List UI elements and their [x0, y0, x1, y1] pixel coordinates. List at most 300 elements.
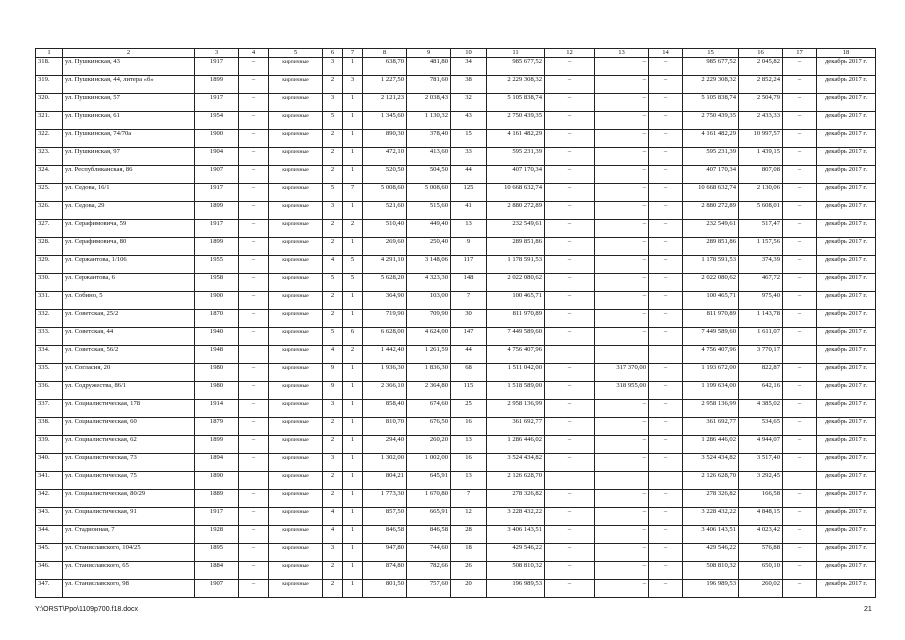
table-row	[36, 346, 876, 364]
cell-entrances: 1	[343, 364, 363, 382]
cell-col-4: –	[239, 148, 269, 166]
cell-col-17: –	[783, 526, 817, 544]
cell-col-12: –	[545, 544, 595, 562]
cell-col-4: –	[239, 364, 269, 382]
table-row	[36, 472, 876, 490]
table-row	[36, 364, 876, 382]
cell-entrances: 1	[343, 58, 363, 76]
table-row	[36, 418, 876, 436]
cell-living-area: 781,60	[407, 76, 451, 94]
cell-total-area: 846,58	[363, 526, 407, 544]
cell-cost-per-sqm: 1 143,78	[739, 310, 783, 328]
cell-fund-cost: 1 286 446,02	[683, 436, 739, 454]
cell-col-17	[783, 472, 817, 490]
cell-total-cost: 10 668 632,74	[487, 184, 545, 202]
cell-col-4: –	[239, 76, 269, 94]
cell-living-area: 2 038,43	[407, 94, 451, 112]
cell-col-14: –	[649, 202, 683, 220]
cell-residents: 16	[451, 418, 487, 436]
housing-repair-table	[35, 48, 876, 598]
cell-col-13: –	[595, 292, 649, 310]
cell-floors: 2	[323, 436, 343, 454]
cell-col-4: –	[239, 490, 269, 508]
cell-completion-date: декабрь 2017 г.	[817, 454, 876, 472]
cell-build-year: 1907	[195, 580, 239, 598]
cell-address: ул. Содружества, 86/1	[63, 382, 195, 400]
cell-col-12: –	[545, 220, 595, 238]
cell-total-area: 5 008,60	[363, 184, 407, 202]
cell-row-number: 319.	[36, 76, 63, 94]
cell-living-area: 449,40	[407, 220, 451, 238]
cell-col-12	[545, 346, 595, 364]
cell-entrances: 1	[343, 310, 363, 328]
cell-row-number: 343.	[36, 508, 63, 526]
cell-completion-date: декабрь 2017 г.	[817, 400, 876, 418]
cell-total-area: 874,80	[363, 562, 407, 580]
cell-total-cost: 1 511 042,00	[487, 364, 545, 382]
cell-col-17: –	[783, 400, 817, 418]
cell-col-4: –	[239, 94, 269, 112]
cell-col-14: –	[649, 562, 683, 580]
cell-residents: 7	[451, 292, 487, 310]
cell-row-number: 345.	[36, 544, 63, 562]
cell-fund-cost: 7 449 589,60	[683, 328, 739, 346]
cell-residents: 34	[451, 58, 487, 76]
cell-col-12: –	[545, 508, 595, 526]
cell-cost-per-sqm: 975,40	[739, 292, 783, 310]
cell-fund-cost: 232 549,61	[683, 220, 739, 238]
cell-completion-date: декабрь 2017 г.	[817, 364, 876, 382]
cell-completion-date: декабрь 2017 г.	[817, 472, 876, 490]
cell-completion-date: декабрь 2017 г.	[817, 328, 876, 346]
cell-completion-date: декабрь 2017 г.	[817, 94, 876, 112]
cell-living-area: 1 670,80	[407, 490, 451, 508]
cell-total-area: 6 628,00	[363, 328, 407, 346]
cell-row-number: 331.	[36, 292, 63, 310]
cell-total-area: 810,70	[363, 418, 407, 436]
cell-fund-cost: 1 193 672,00	[683, 364, 739, 382]
header-cell-5: 5	[269, 49, 323, 58]
cell-col-13: –	[595, 508, 649, 526]
cell-fund-cost: 2 958 136,99	[683, 400, 739, 418]
cell-fund-cost: 429 546,22	[683, 544, 739, 562]
cell-residents: 43	[451, 112, 487, 130]
cell-completion-date: декабрь 2017 г.	[817, 130, 876, 148]
cell-floors: 3	[323, 58, 343, 76]
cell-address: ул. Советская, 56/2	[63, 346, 195, 364]
cell-total-area: 2 121,23	[363, 94, 407, 112]
cell-completion-date: декабрь 2017 г.	[817, 418, 876, 436]
cell-entrances: 1	[343, 148, 363, 166]
cell-col-13: 317 370,00	[595, 364, 649, 382]
cell-build-year: 1890	[195, 472, 239, 490]
cell-total-area: 521,60	[363, 202, 407, 220]
cell-address: ул. Сержантова, 6	[63, 274, 195, 292]
cell-col-14: –	[649, 436, 683, 454]
cell-cost-per-sqm: 807,08	[739, 166, 783, 184]
cell-col-4: –	[239, 184, 269, 202]
cell-wall-material: кирпичные	[269, 544, 323, 562]
cell-fund-cost: 407 170,34	[683, 166, 739, 184]
cell-build-year: 1980	[195, 382, 239, 400]
cell-col-17: –	[783, 58, 817, 76]
table-row	[36, 58, 876, 76]
table-row	[36, 544, 876, 562]
cell-wall-material: кирпичные	[269, 292, 323, 310]
table-row	[36, 292, 876, 310]
cell-col-17: –	[783, 202, 817, 220]
cell-entrances: 1	[343, 418, 363, 436]
cell-col-4: –	[239, 112, 269, 130]
cell-floors: 5	[323, 112, 343, 130]
cell-entrances: 1	[343, 562, 363, 580]
cell-build-year: 1917	[195, 184, 239, 202]
cell-floors: 4	[323, 508, 343, 526]
cell-floors: 2	[323, 292, 343, 310]
cell-living-area: 1 261,59	[407, 346, 451, 364]
cell-col-12: –	[545, 130, 595, 148]
cell-completion-date: декабрь 2017 г.	[817, 274, 876, 292]
cell-col-17: –	[783, 328, 817, 346]
cell-fund-cost: 1 178 591,53	[683, 256, 739, 274]
cell-living-area: 4 624,00	[407, 328, 451, 346]
cell-wall-material: кирпичные	[269, 220, 323, 238]
cell-completion-date: декабрь 2017 г.	[817, 166, 876, 184]
cell-living-area: 846,58	[407, 526, 451, 544]
cell-col-13: –	[595, 256, 649, 274]
table-row	[36, 454, 876, 472]
cell-cost-per-sqm: 3 517,40	[739, 454, 783, 472]
cell-residents: 115	[451, 382, 487, 400]
cell-cost-per-sqm: 822,87	[739, 364, 783, 382]
cell-cost-per-sqm: 517,47	[739, 220, 783, 238]
cell-col-4: –	[239, 526, 269, 544]
cell-col-4: –	[239, 418, 269, 436]
cell-floors: 2	[323, 130, 343, 148]
cell-col-17: –	[783, 562, 817, 580]
cell-address: ул. Пушкинская, 97	[63, 148, 195, 166]
cell-row-number: 340.	[36, 454, 63, 472]
cell-completion-date: декабрь 2017 г.	[817, 490, 876, 508]
cell-col-13: –	[595, 436, 649, 454]
cell-total-cost: 7 449 589,60	[487, 328, 545, 346]
cell-entrances: 1	[343, 472, 363, 490]
cell-total-cost: 3 228 432,22	[487, 508, 545, 526]
cell-wall-material: кирпичные	[269, 580, 323, 598]
cell-col-4: –	[239, 454, 269, 472]
cell-build-year: 1899	[195, 202, 239, 220]
table-row	[36, 400, 876, 418]
cell-fund-cost: 289 851,86	[683, 238, 739, 256]
cell-residents: 13	[451, 436, 487, 454]
cell-col-12	[545, 472, 595, 490]
cell-col-12: –	[545, 184, 595, 202]
cell-residents: 33	[451, 148, 487, 166]
cell-fund-cost: 196 989,53	[683, 580, 739, 598]
cell-row-number: 335.	[36, 364, 63, 382]
cell-entrances: 1	[343, 238, 363, 256]
cell-col-13: –	[595, 544, 649, 562]
cell-row-number: 336.	[36, 382, 63, 400]
table-row	[36, 202, 876, 220]
cell-total-cost: 196 989,53	[487, 580, 545, 598]
cell-completion-date: декабрь 2017 г.	[817, 436, 876, 454]
cell-address: ул. Согласия, 20	[63, 364, 195, 382]
cell-cost-per-sqm: 5 608,01	[739, 202, 783, 220]
cell-row-number: 344.	[36, 526, 63, 544]
cell-total-cost: 1 518 589,00	[487, 382, 545, 400]
cell-completion-date: декабрь 2017 г.	[817, 220, 876, 238]
cell-residents: 44	[451, 346, 487, 364]
cell-total-area: 947,80	[363, 544, 407, 562]
cell-col-17: –	[783, 382, 817, 400]
cell-wall-material: кирпичные	[269, 76, 323, 94]
table-row	[36, 148, 876, 166]
cell-living-area: 1 130,32	[407, 112, 451, 130]
table-row	[36, 130, 876, 148]
cell-wall-material: кирпичные	[269, 472, 323, 490]
cell-col-4: –	[239, 166, 269, 184]
cell-living-area: 1 836,30	[407, 364, 451, 382]
cell-entrances: 1	[343, 526, 363, 544]
cell-col-14: –	[649, 112, 683, 130]
cell-address: ул. Советская, 25/2	[63, 310, 195, 328]
cell-floors: 2	[323, 220, 343, 238]
cell-col-17: –	[783, 148, 817, 166]
cell-total-area: 719,90	[363, 310, 407, 328]
cell-col-14: –	[649, 382, 683, 400]
cell-total-cost: 1 178 591,53	[487, 256, 545, 274]
cell-col-12: –	[545, 76, 595, 94]
header-cell-17: 17	[783, 49, 817, 58]
cell-col-13	[595, 472, 649, 490]
cell-living-area: 2 364,80	[407, 382, 451, 400]
cell-cost-per-sqm: 3 770,17	[739, 346, 783, 364]
cell-wall-material: кирпичные	[269, 184, 323, 202]
table-row	[36, 382, 876, 400]
cell-col-4: –	[239, 274, 269, 292]
cell-floors: 5	[323, 184, 343, 202]
cell-entrances: 1	[343, 166, 363, 184]
cell-living-area: 676,50	[407, 418, 451, 436]
header-row	[36, 49, 876, 58]
cell-living-area: 260,20	[407, 436, 451, 454]
cell-build-year: 1917	[195, 94, 239, 112]
cell-col-17	[783, 346, 817, 364]
cell-col-12: –	[545, 310, 595, 328]
cell-total-cost: 232 549,61	[487, 220, 545, 238]
cell-col-13: –	[595, 112, 649, 130]
cell-entrances: 2	[343, 346, 363, 364]
cell-row-number: 330.	[36, 274, 63, 292]
cell-col-4: –	[239, 562, 269, 580]
cell-entrances: 1	[343, 490, 363, 508]
cell-address: ул. Социалистическая, 178	[63, 400, 195, 418]
header-cell-10: 10	[451, 49, 487, 58]
cell-wall-material: кирпичные	[269, 130, 323, 148]
cell-residents: 30	[451, 310, 487, 328]
cell-row-number: 321.	[36, 112, 63, 130]
cell-build-year: 1948	[195, 346, 239, 364]
cell-col-17: –	[783, 256, 817, 274]
cell-floors: 3	[323, 400, 343, 418]
cell-entrances: 1	[343, 454, 363, 472]
cell-col-17: –	[783, 184, 817, 202]
cell-col-14	[649, 346, 683, 364]
cell-cost-per-sqm: 4 944,07	[739, 436, 783, 454]
cell-cost-per-sqm: 467,72	[739, 274, 783, 292]
cell-col-13: –	[595, 418, 649, 436]
cell-build-year: 1900	[195, 292, 239, 310]
cell-col-17: –	[783, 508, 817, 526]
table-row	[36, 94, 876, 112]
cell-row-number: 328.	[36, 238, 63, 256]
cell-build-year: 1900	[195, 130, 239, 148]
cell-row-number: 347.	[36, 580, 63, 598]
cell-entrances: 5	[343, 256, 363, 274]
cell-completion-date: декабрь 2017 г.	[817, 202, 876, 220]
cell-row-number: 337.	[36, 400, 63, 418]
cell-col-14: –	[649, 418, 683, 436]
cell-entrances: 1	[343, 580, 363, 598]
cell-total-cost: 4 161 482,29	[487, 130, 545, 148]
cell-address: ул. Социалистическая, 80/29	[63, 490, 195, 508]
cell-fund-cost: 3 228 432,22	[683, 508, 739, 526]
table-row	[36, 112, 876, 130]
cell-col-17: –	[783, 220, 817, 238]
header-cell-12: 12	[545, 49, 595, 58]
cell-row-number: 326.	[36, 202, 63, 220]
cell-row-number: 332.	[36, 310, 63, 328]
cell-total-area: 1 936,30	[363, 364, 407, 382]
cell-cost-per-sqm: 166,58	[739, 490, 783, 508]
cell-total-area: 638,70	[363, 58, 407, 76]
cell-cost-per-sqm: 4 848,15	[739, 508, 783, 526]
table-row	[36, 526, 876, 544]
cell-floors: 5	[323, 274, 343, 292]
cell-row-number: 338.	[36, 418, 63, 436]
cell-col-13: –	[595, 94, 649, 112]
cell-wall-material: кирпичные	[269, 562, 323, 580]
cell-living-area: 782,66	[407, 562, 451, 580]
cell-col-17: –	[783, 436, 817, 454]
cell-total-area: 1 302,00	[363, 454, 407, 472]
cell-living-area: 413,60	[407, 148, 451, 166]
cell-cost-per-sqm: 1 611,07	[739, 328, 783, 346]
cell-total-area: 364,90	[363, 292, 407, 310]
cell-col-14: –	[649, 580, 683, 598]
cell-wall-material: кирпичные	[269, 508, 323, 526]
cell-build-year: 1907	[195, 166, 239, 184]
header-cell-16: 16	[739, 49, 783, 58]
page-number: 21	[864, 606, 872, 613]
cell-col-14: –	[649, 310, 683, 328]
cell-wall-material: кирпичные	[269, 490, 323, 508]
cell-col-4: –	[239, 58, 269, 76]
cell-fund-cost: 2 750 439,35	[683, 112, 739, 130]
cell-col-14: –	[649, 274, 683, 292]
cell-build-year: 1980	[195, 364, 239, 382]
cell-col-13: –	[595, 328, 649, 346]
cell-col-17: –	[783, 364, 817, 382]
cell-residents: 125	[451, 184, 487, 202]
cell-completion-date: декабрь 2017 г.	[817, 76, 876, 94]
cell-total-area: 472,10	[363, 148, 407, 166]
cell-completion-date: декабрь 2017 г.	[817, 238, 876, 256]
cell-residents: 68	[451, 364, 487, 382]
cell-floors: 2	[323, 310, 343, 328]
cell-total-area: 858,40	[363, 400, 407, 418]
cell-total-cost: 100 465,71	[487, 292, 545, 310]
header-cell-6: 6	[323, 49, 343, 58]
cell-col-4: –	[239, 580, 269, 598]
cell-cost-per-sqm: 4 023,42	[739, 526, 783, 544]
cell-address: ул. Социалистическая, 73	[63, 454, 195, 472]
cell-row-number: 333.	[36, 328, 63, 346]
cell-col-12: –	[545, 112, 595, 130]
cell-wall-material: кирпичные	[269, 346, 323, 364]
cell-col-14: –	[649, 454, 683, 472]
cell-residents: 26	[451, 562, 487, 580]
cell-completion-date: декабрь 2017 г.	[817, 562, 876, 580]
cell-col-17: –	[783, 130, 817, 148]
table-row	[36, 328, 876, 346]
cell-col-14: –	[649, 526, 683, 544]
cell-address: ул. Собино, 5	[63, 292, 195, 310]
cell-total-cost: 361 692,77	[487, 418, 545, 436]
cell-total-cost: 278 326,82	[487, 490, 545, 508]
cell-cost-per-sqm: 2 504,79	[739, 94, 783, 112]
cell-wall-material: кирпичные	[269, 418, 323, 436]
cell-col-4: –	[239, 508, 269, 526]
cell-living-area: 378,40	[407, 130, 451, 148]
cell-total-cost: 2 958 136,99	[487, 400, 545, 418]
table-row	[36, 220, 876, 238]
cell-build-year: 1917	[195, 220, 239, 238]
cell-col-13: –	[595, 220, 649, 238]
cell-total-cost: 2 022 080,62	[487, 274, 545, 292]
cell-col-12: –	[545, 580, 595, 598]
cell-col-14: –	[649, 184, 683, 202]
cell-residents: 16	[451, 454, 487, 472]
cell-fund-cost: 100 465,71	[683, 292, 739, 310]
cell-floors: 2	[323, 472, 343, 490]
table-row	[36, 562, 876, 580]
cell-total-area: 804,21	[363, 472, 407, 490]
cell-total-area: 1 773,30	[363, 490, 407, 508]
cell-total-cost: 407 170,34	[487, 166, 545, 184]
cell-cost-per-sqm: 1 439,15	[739, 148, 783, 166]
cell-address: ул. Социалистическая, 62	[63, 436, 195, 454]
header-cell-9: 9	[407, 49, 451, 58]
cell-col-14: –	[649, 508, 683, 526]
cell-residents: 20	[451, 580, 487, 598]
cell-wall-material: кирпичные	[269, 526, 323, 544]
cell-address: ул. Пушкинская, 43	[63, 58, 195, 76]
table-row	[36, 508, 876, 526]
cell-floors: 5	[323, 328, 343, 346]
cell-cost-per-sqm: 642,16	[739, 382, 783, 400]
cell-floors: 4	[323, 256, 343, 274]
cell-col-13: –	[595, 166, 649, 184]
cell-wall-material: кирпичные	[269, 148, 323, 166]
cell-total-cost: 985 677,52	[487, 58, 545, 76]
cell-floors: 2	[323, 580, 343, 598]
table-row	[36, 166, 876, 184]
cell-floors: 2	[323, 76, 343, 94]
cell-row-number: 325.	[36, 184, 63, 202]
cell-col-4: –	[239, 256, 269, 274]
